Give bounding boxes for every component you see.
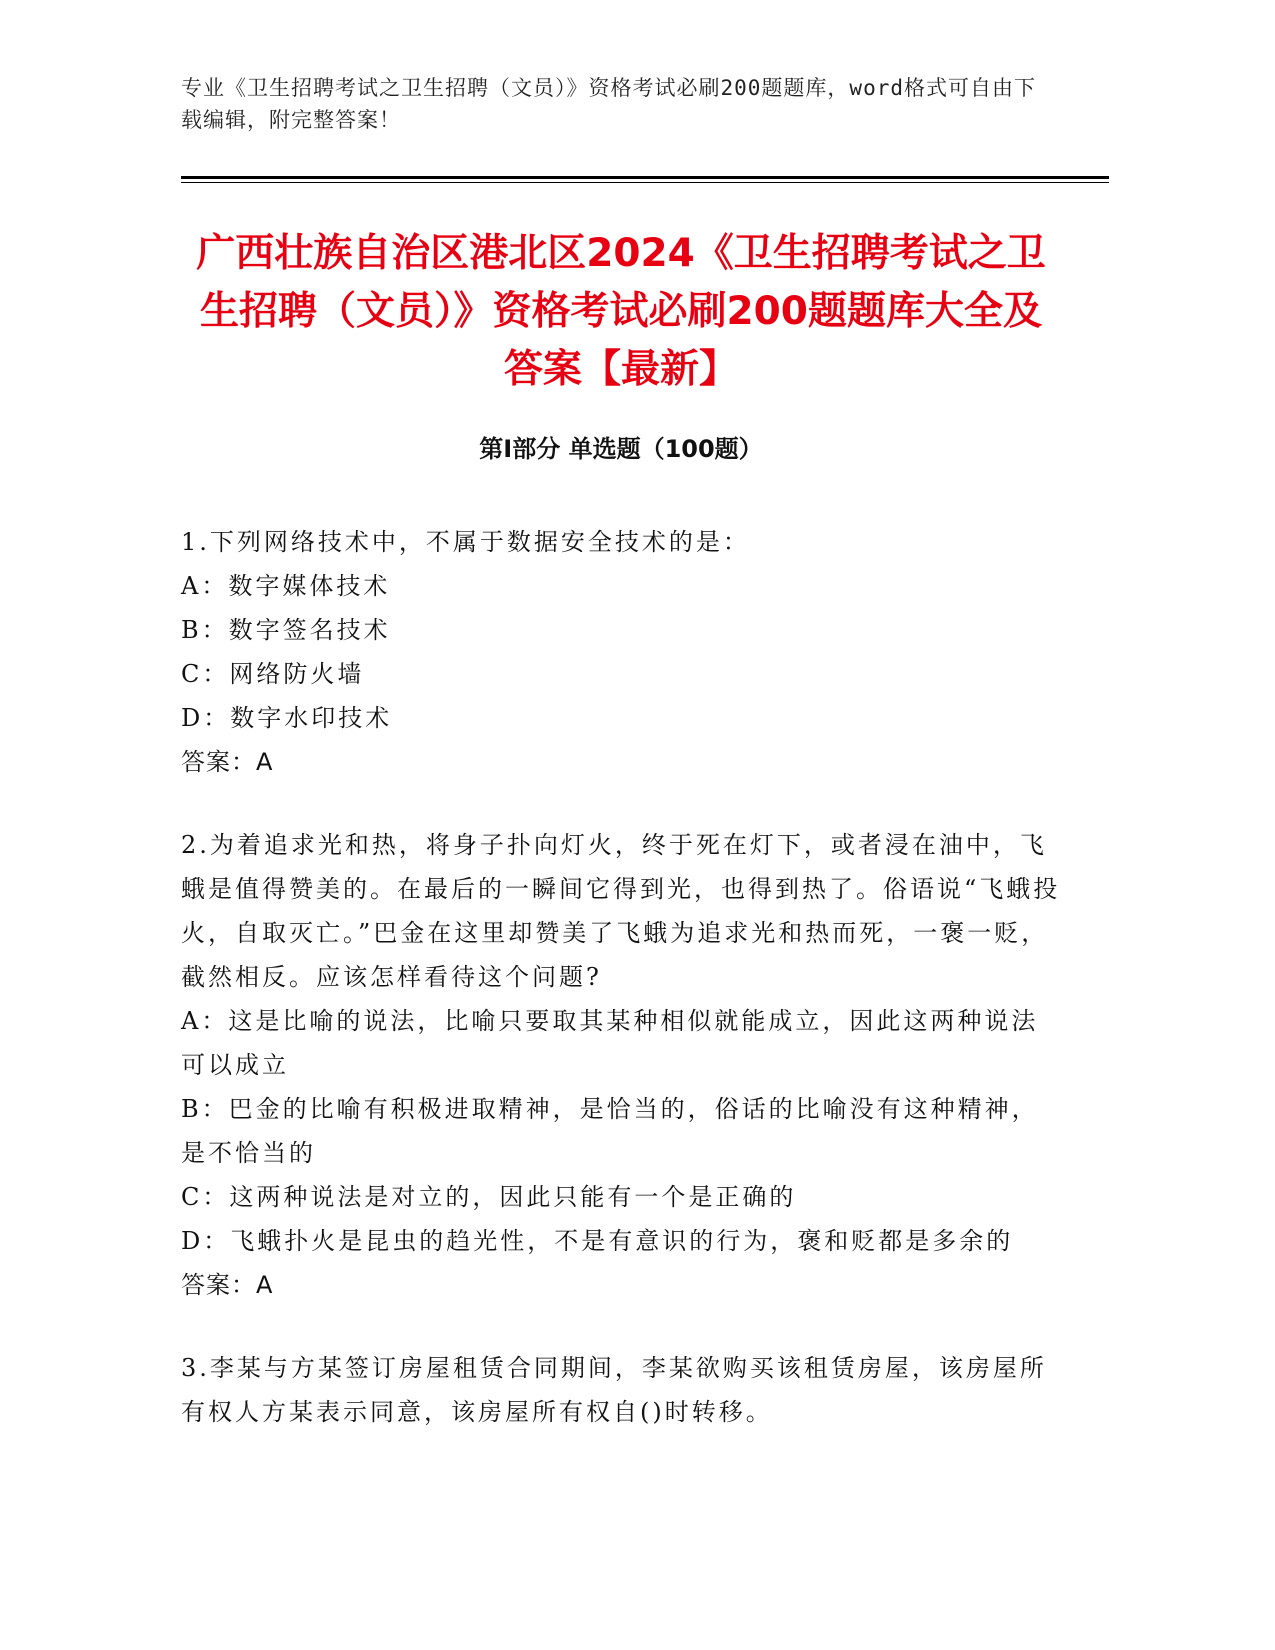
question-list [181, 520, 1061, 1473]
header-note: 专业《卫生招聘考试之卫生招聘（文员）》资格考试必刷200题题库，word格式可自由下载编辑，附完整答案！ [181, 76, 1036, 132]
option-a: A：数字媒体技术 [181, 572, 391, 600]
section-heading: 第I部分 单选题（100题） [479, 435, 763, 463]
option-d: D：数字水印技术 [181, 704, 393, 732]
answer: 答案：A [181, 1271, 274, 1299]
header-rule-thick [181, 176, 1109, 179]
option-b: B：巴金的比喻有积极进取精神，是恰当的，俗话的比喻没有这种精神，是不恰当的 [181, 1095, 1039, 1167]
option-c: C：这两种说法是对立的，因此只能有一个是正确的 [181, 1183, 797, 1211]
document-title: 广西壮族自治区港北区2024《卫生招聘考试之卫生招聘（文员）》资格考试必刷200题题库大全及答案【最新】 [196, 231, 1046, 392]
question-stem: 1.下列网络技术中，不属于数据安全技术的是： [181, 528, 750, 556]
option-c: C：网络防火墙 [181, 660, 365, 688]
option-a: A：这是比喻的说法，比喻只要取其某种相似就能成立，因此这两种说法可以成立 [181, 1007, 1039, 1079]
question-1 [181, 520, 1061, 784]
question-stem: 3.李某与方某签订房屋租赁合同期间，李某欲购买该租赁房屋，该房屋所有权人方某表示同意，该房屋所有权自()时转移。 [181, 1354, 1047, 1426]
question-2 [181, 823, 1061, 1307]
option-d: D：飞蛾扑火是昆虫的趋光性，不是有意识的行为，褒和贬都是多余的 [181, 1227, 1014, 1255]
question-stem: 2.为着追求光和热，将身子扑向灯火，终于死在灯下，或者浸在油中，飞蛾是值得赞美的。在最后的一瞬间它得到光，也得到热了。俗语说“飞蛾投火，自取灭亡。”巴金在这里却赞美了飞蛾为追求光和热而死，一褒一贬，截然相反。应该怎样看待这个问题? [181, 831, 1061, 991]
answer: 答案：A [181, 748, 274, 776]
header-rule-thin [181, 182, 1109, 183]
question-3 [181, 1346, 1061, 1434]
option-b: B：数字签名技术 [181, 616, 391, 644]
